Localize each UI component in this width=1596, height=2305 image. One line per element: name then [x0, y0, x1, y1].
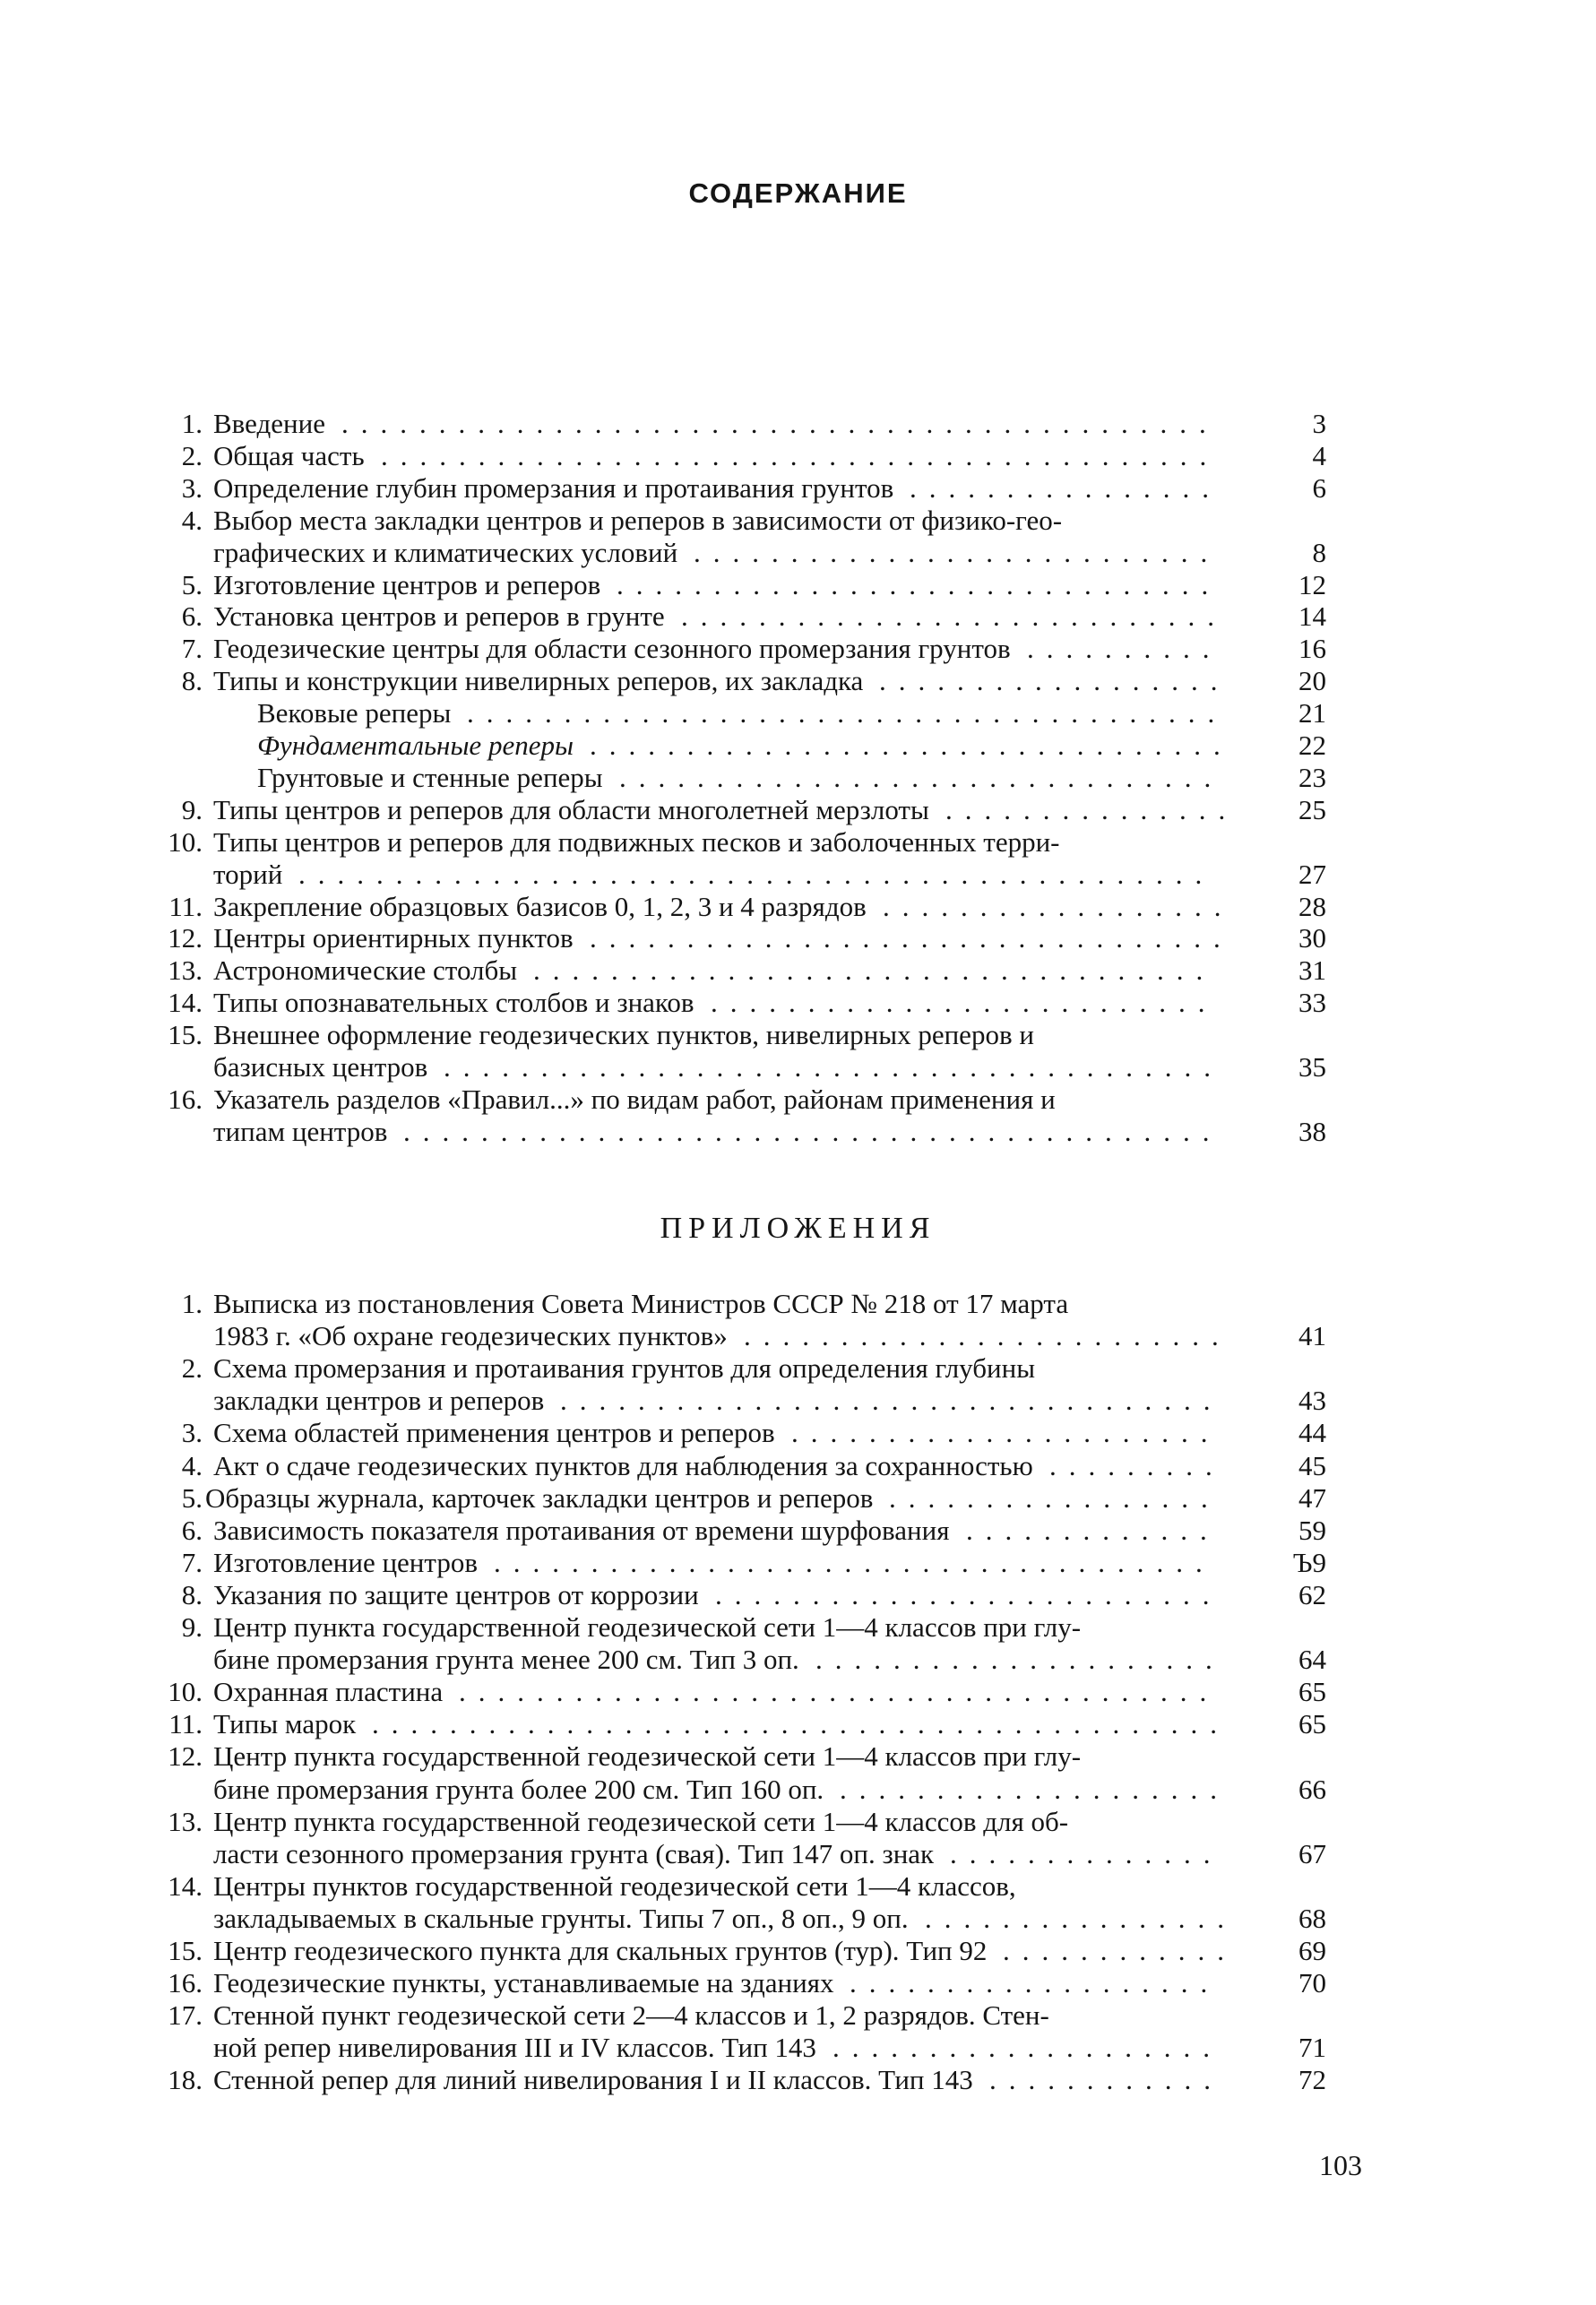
- contents-entry-page-number: 30: [1298, 922, 1326, 954]
- contents-entry-page-number: 4: [1312, 439, 1326, 471]
- contents-entry-line: [152, 1019, 1326, 1051]
- appendix-entry-number: 14.: [168, 1869, 203, 1902]
- contents-entry-leader-dots: ...............................: [617, 568, 1221, 600]
- appendix-entry-line: [152, 1320, 1326, 1352]
- contents-entry-page-number: 20: [1298, 665, 1326, 697]
- contents-entry-text: Определение глубин промерзания и протаивания грунтов: [213, 471, 894, 504]
- appendix-entry-line: [152, 1870, 1326, 1903]
- contents-entry-text: Введение: [213, 408, 325, 439]
- appendix-entry-page-number: 72: [1298, 2064, 1326, 2096]
- contents-entry-text: Внешнее оформление геодезических пунктов, нивелирных реперов и: [213, 1019, 1034, 1051]
- contents-entry-text: Геодезические центры для области сезонного промерзания грунтов: [213, 633, 1011, 665]
- contents-entry-number: 14.: [168, 987, 203, 1019]
- appendix-entry-line: [152, 1288, 1326, 1320]
- appendix-entry-text: Центр пункта государственной геодезической сети 1—4 классов при глу-: [213, 1740, 1082, 1773]
- contents-entry-line: [152, 859, 1326, 891]
- contents-entry-leader-dots: .................................: [590, 729, 1233, 761]
- appendix-entry-line: [152, 1450, 1326, 1482]
- appendix-entry-line: [152, 1644, 1326, 1676]
- appendix-entry-number: 11.: [168, 1708, 203, 1740]
- contents-entry-number: 9.: [181, 793, 203, 825]
- appendix-entry-leader-dots: ..........................: [715, 1578, 1222, 1610]
- appendix-entry-page-number: 43: [1298, 1385, 1326, 1417]
- contents-entry-line: [152, 697, 1326, 729]
- contents-entry-text: Фундаментальные реперы: [257, 729, 574, 761]
- appendix-entry-line: [152, 1903, 1326, 1935]
- appendix-entry-text: Центр пункта государственной геодезической сети 1—4 классов при глу-: [213, 1611, 1082, 1643]
- contents-entry-page-number: 38: [1298, 1115, 1326, 1147]
- appendix-entry-number: 9.: [181, 1611, 203, 1643]
- contents-entry-text: базисных центров: [213, 1051, 428, 1083]
- appendix-entry-line: [152, 1708, 1326, 1740]
- contents-entry-line: [152, 633, 1326, 665]
- contents-entry-number: 8.: [181, 665, 203, 697]
- appendix-entry-text: Схема промерзания и протаивания грунтов для определения глубины: [213, 1352, 1036, 1385]
- appendix-entry-text: закладки центров и реперов: [213, 1385, 545, 1417]
- appendix-entry-page-number: 71: [1298, 2032, 1326, 2064]
- appendix-entry-number: 5.: [181, 1481, 203, 1514]
- contents-entry-line: [152, 408, 1326, 440]
- contents-entry-text: Общая часть: [213, 439, 365, 471]
- appendix-entry-line: [152, 1806, 1326, 1838]
- appendix-entry-line: [152, 1352, 1326, 1385]
- appendix-entry-leader-dots: .....................................: [494, 1546, 1215, 1578]
- contents-entry-line: [152, 1051, 1326, 1083]
- appendix-entry-text: Изготовление центров: [213, 1546, 478, 1578]
- contents-entry-text: Типы центров и реперов для подвижных песков и заболоченных терри-: [213, 825, 1060, 858]
- appendix-entry-leader-dots: ............: [989, 2064, 1223, 2096]
- contents-entry-text: Закрепление образцовых базисов 0, 1, 2, 3 и 4 разрядов: [213, 890, 867, 922]
- appendix-entry-text: Стенной репер для линий нивелирования I и II классов. Тип 143: [213, 2064, 973, 2096]
- appendix-entry-line: [152, 1547, 1326, 1579]
- appendix-entry-line: [152, 1999, 1326, 2032]
- appendix-entry-line: [152, 1676, 1326, 1708]
- appendix-entry-leader-dots: .........: [1049, 1449, 1225, 1481]
- appendix-entry-leader-dots: ..................................: [560, 1385, 1223, 1417]
- contents-entry-text: Вековые реперы: [257, 697, 452, 729]
- contents-entry-leader-dots: ...............................................: [298, 858, 1215, 890]
- appendix-entry-number: 1.: [181, 1288, 203, 1319]
- appendix-entry-page-number: Ъ9: [1292, 1546, 1326, 1578]
- contents-entry-text: Указатель разделов «Правил...» по видам работ, районам применения и: [213, 1083, 1056, 1115]
- contents-title: СОДЕРЖАНИЕ: [688, 177, 908, 209]
- contents-entry-page-number: 21: [1298, 697, 1326, 729]
- contents-entry-leader-dots: ................: [910, 471, 1221, 504]
- contents-entry-number: 1.: [181, 408, 203, 439]
- contents-entry-text: Выбор места закладки центров и реперов в зависимости от физико-гео-: [213, 504, 1063, 536]
- appendix-entry-number: 15.: [168, 1935, 203, 1966]
- contents-entry-line: [152, 569, 1326, 601]
- contents-entry-line: [152, 505, 1326, 537]
- contents-entry-leader-dots: ...........................: [694, 536, 1221, 568]
- contents-entry-number: 11.: [168, 890, 203, 922]
- contents-entry-page-number: 3: [1312, 408, 1326, 439]
- contents-entry-leader-dots: ..........: [1027, 633, 1222, 665]
- appendix-entry-number: 8.: [181, 1578, 203, 1610]
- contents-entry-page-number: 6: [1312, 471, 1326, 504]
- contents-entry-number: 3.: [181, 471, 203, 504]
- contents-entry-text: графических и климатических условий: [213, 536, 678, 568]
- contents-entry-page-number: 23: [1298, 761, 1326, 793]
- appendix-entry-leader-dots: .....................: [815, 1644, 1225, 1676]
- contents-entry-leader-dots: ...................................: [533, 954, 1216, 987]
- contents-entry-leader-dots: ..................: [883, 890, 1234, 922]
- contents-entry-leader-dots: ...............: [945, 793, 1238, 825]
- page-number: 103: [1319, 2149, 1362, 2181]
- contents-entry-leader-dots: .............................................: [341, 408, 1219, 439]
- appendices-title: ПРИЛОЖЕНИЯ: [660, 1212, 936, 1245]
- appendix-entry-text: Указания по защите центров от коррозии: [213, 1578, 699, 1610]
- contents-entry-text: Астрономические столбы: [213, 954, 518, 987]
- appendix-entry-leader-dots: ................: [925, 1902, 1237, 1934]
- contents-entry-text: типам центров: [213, 1115, 388, 1147]
- appendix-entry-number: 16.: [168, 1967, 203, 1999]
- contents-entry-line: [152, 665, 1326, 697]
- appendix-entry-number: 18.: [168, 2064, 203, 2096]
- contents-entry-number: 7.: [181, 633, 203, 665]
- appendix-entry-page-number: 64: [1298, 1644, 1326, 1676]
- contents-entry-number: 6.: [181, 600, 203, 633]
- appendix-entry-text: Стенной пункт геодезической сети 2—4 классов и 1, 2 разрядов. Стен-: [213, 1999, 1049, 2032]
- contents-entry-number: 16.: [168, 1083, 203, 1115]
- appendix-entry-number: 4.: [181, 1449, 203, 1481]
- appendix-entry-text: бине промерзания грунта более 200 см. Тип 160 оп.: [213, 1773, 824, 1805]
- contents-entry-page-number: 28: [1298, 890, 1326, 922]
- appendix-entry-line: [152, 1417, 1326, 1449]
- contents-entry-page-number: 22: [1298, 729, 1326, 761]
- contents-entry-leader-dots: ...............................: [619, 761, 1224, 793]
- contents-entry-page-number: 31: [1298, 954, 1326, 987]
- contents-entry-text: Типы опознавательных столбов и знаков: [213, 987, 694, 1019]
- appendix-entry-text: Охранная пластина: [213, 1676, 444, 1708]
- appendix-entry-page-number: 70: [1298, 1967, 1326, 1999]
- contents-entry-line: [152, 891, 1326, 923]
- appendix-entry-text: ной репер нивелирования III и IV классов. Тип 143: [213, 2032, 816, 2064]
- appendix-entry-line: [152, 1967, 1326, 1999]
- appendix-entry-text: Схема областей применения центров и реперов: [213, 1417, 775, 1449]
- contents-entry-leader-dots: ..................: [879, 665, 1230, 697]
- contents-entry-line: [152, 600, 1326, 633]
- contents-entry-leader-dots: ..........................: [711, 987, 1218, 1019]
- appendix-entry-text: закладываемых в скальные грунты. Типы 7 оп., 8 оп., 9 оп.: [213, 1902, 909, 1934]
- appendix-entry-text: Центр геодезического пункта для скальных грунтов (тур). Тип 92: [213, 1935, 988, 1966]
- contents-entry-number: 2.: [181, 439, 203, 471]
- contents-entry-leader-dots: ...........................................: [381, 439, 1220, 471]
- contents-entry-leader-dots: ............................: [681, 600, 1227, 633]
- appendix-entry-page-number: 45: [1298, 1449, 1326, 1481]
- contents-entry-line: [152, 987, 1326, 1019]
- appendix-entry-leader-dots: ............................................: [372, 1708, 1229, 1740]
- contents-entry-line: [152, 440, 1326, 472]
- appendix-entry-number: 17.: [168, 1999, 203, 2032]
- appendix-entry-page-number: 47: [1298, 1481, 1326, 1514]
- appendix-entry-leader-dots: ....................: [840, 1773, 1229, 1805]
- appendix-entry-leader-dots: ......................: [791, 1417, 1221, 1449]
- contents-entry-line: [152, 922, 1326, 954]
- appendix-entry-text: Геодезические пункты, устанавливаемые на зданиях: [213, 1967, 834, 1999]
- contents-entry-leader-dots: .................................: [590, 922, 1233, 954]
- appendix-entry-page-number: 59: [1298, 1514, 1326, 1546]
- appendix-entry-text: Образцы журнала, карточек закладки центров и реперов: [205, 1481, 874, 1514]
- contents-entry-text: Установка центров и реперов в грунте: [213, 600, 665, 633]
- appendix-entry-number: 13.: [168, 1805, 203, 1837]
- appendix-entry-line: [152, 1935, 1326, 1967]
- contents-entry-number: 13.: [168, 954, 203, 987]
- contents-entry-page-number: 33: [1298, 987, 1326, 1019]
- appendix-entry-leader-dots: ....................: [833, 2032, 1222, 2064]
- appendix-entry-page-number: 67: [1298, 1837, 1326, 1869]
- contents-entry-line: [152, 954, 1326, 987]
- appendix-entry-leader-dots: .............: [966, 1514, 1220, 1546]
- appendix-entry-leader-dots: ..............: [950, 1837, 1223, 1869]
- contents-entry-text: Центры ориентирных пунктов: [213, 922, 574, 954]
- appendix-entry-text: Центр пункта государственной геодезической сети 1—4 классов для об-: [213, 1805, 1069, 1837]
- appendix-entry-leader-dots: ...................: [850, 1967, 1221, 1999]
- contents-entry-number: 4.: [181, 504, 203, 536]
- contents-entry-number: 12.: [168, 922, 203, 954]
- appendix-entry-line: [152, 2032, 1326, 2064]
- appendix-entry-page-number: 66: [1298, 1773, 1326, 1805]
- appendix-entry-number: 10.: [168, 1676, 203, 1708]
- contents-entry-leader-dots: ........................................: [444, 1051, 1223, 1083]
- appendix-entry-line: [152, 1579, 1326, 1611]
- contents-entry-text: Типы центров и реперов для области многолетней мерзлоты: [213, 793, 929, 825]
- contents-entry-number: 5.: [181, 568, 203, 600]
- contents-entry-line: [152, 1116, 1326, 1148]
- appendix-entry-line: [152, 2064, 1326, 2096]
- contents-entry-line: [152, 537, 1326, 569]
- appendix-entry-page-number: 62: [1298, 1578, 1326, 1610]
- contents-entry-text: Грунтовые и стенные реперы: [257, 761, 603, 793]
- contents-entry-page-number: 12: [1298, 568, 1326, 600]
- contents-entry-number: 10.: [168, 825, 203, 858]
- contents-entry-line: [152, 826, 1326, 859]
- appendix-entry-line: [152, 1385, 1326, 1417]
- contents-entry-line: [152, 794, 1326, 826]
- appendix-entry-text: ласти сезонного промерзания грунта (свая). Тип 147 оп. знак: [213, 1837, 935, 1869]
- contents-entry-line: [152, 472, 1326, 505]
- appendix-entry-page-number: 65: [1298, 1676, 1326, 1708]
- appendix-entry-page-number: 65: [1298, 1708, 1326, 1740]
- contents-entry-leader-dots: ..........................................: [403, 1115, 1222, 1147]
- appendix-entry-leader-dots: .................: [889, 1481, 1221, 1514]
- appendix-entry-number: 12.: [168, 1740, 203, 1773]
- appendix-entry-text: бине промерзания грунта менее 200 см. Тип 3 оп.: [213, 1644, 799, 1676]
- appendix-entry-leader-dots: .......................................: [459, 1676, 1220, 1708]
- contents-entry-line: [152, 729, 1326, 762]
- contents-entry-number: 15.: [168, 1019, 203, 1051]
- appendix-entry-number: 6.: [181, 1514, 203, 1546]
- contents-entry-text: Типы и конструкции нивелирных реперов, их закладка: [213, 665, 864, 697]
- contents-entry-line: [152, 762, 1326, 794]
- appendix-entry-page-number: 69: [1298, 1935, 1326, 1966]
- contents-entry-leader-dots: .......................................: [467, 697, 1228, 729]
- appendix-entry-text: Выписка из постановления Совета Министров СССР № 218 от 17 марта: [213, 1288, 1069, 1319]
- appendix-entry-number: 7.: [181, 1546, 203, 1578]
- appendix-entry-line: [152, 1482, 1326, 1515]
- contents-entry-text: Изготовление центров и реперов: [213, 568, 601, 600]
- appendix-entry-number: 2.: [181, 1352, 203, 1385]
- contents-entry-page-number: 16: [1298, 633, 1326, 665]
- appendix-entry-text: Акт о сдаче геодезических пунктов для наблюдения за сохранностью: [213, 1449, 1033, 1481]
- appendix-entry-leader-dots: .........................: [744, 1320, 1231, 1352]
- contents-entry-page-number: 8: [1312, 536, 1326, 568]
- appendix-entry-text: Типы марок: [213, 1708, 357, 1740]
- appendix-entry-page-number: 41: [1298, 1320, 1326, 1352]
- appendix-entry-number: 3.: [181, 1417, 203, 1449]
- appendix-entry-line: [152, 1740, 1326, 1773]
- appendix-entry-line: [152, 1611, 1326, 1644]
- appendix-entry-text: 1983 г. «Об охране геодезических пунктов»: [213, 1320, 728, 1352]
- contents-entry-page-number: 35: [1298, 1051, 1326, 1083]
- contents-entry-text: торий: [213, 858, 283, 890]
- appendix-entry-leader-dots: ............: [1003, 1935, 1237, 1966]
- appendix-entry-page-number: 44: [1298, 1417, 1326, 1449]
- contents-entry-line: [152, 1083, 1326, 1116]
- appendix-entry-line: [152, 1515, 1326, 1547]
- appendix-entry-line: [152, 1838, 1326, 1870]
- contents-entry-page-number: 27: [1298, 858, 1326, 890]
- contents-entry-page-number: 25: [1298, 793, 1326, 825]
- appendix-entry-text: Центры пунктов государственной геодезической сети 1—4 классов,: [213, 1869, 1016, 1902]
- appendix-entry-text: Зависимость показателя протаивания от времени шурфования: [213, 1514, 950, 1546]
- appendix-entry-page-number: 68: [1298, 1902, 1326, 1934]
- contents-entry-page-number: 14: [1298, 600, 1326, 633]
- appendix-entry-line: [152, 1774, 1326, 1806]
